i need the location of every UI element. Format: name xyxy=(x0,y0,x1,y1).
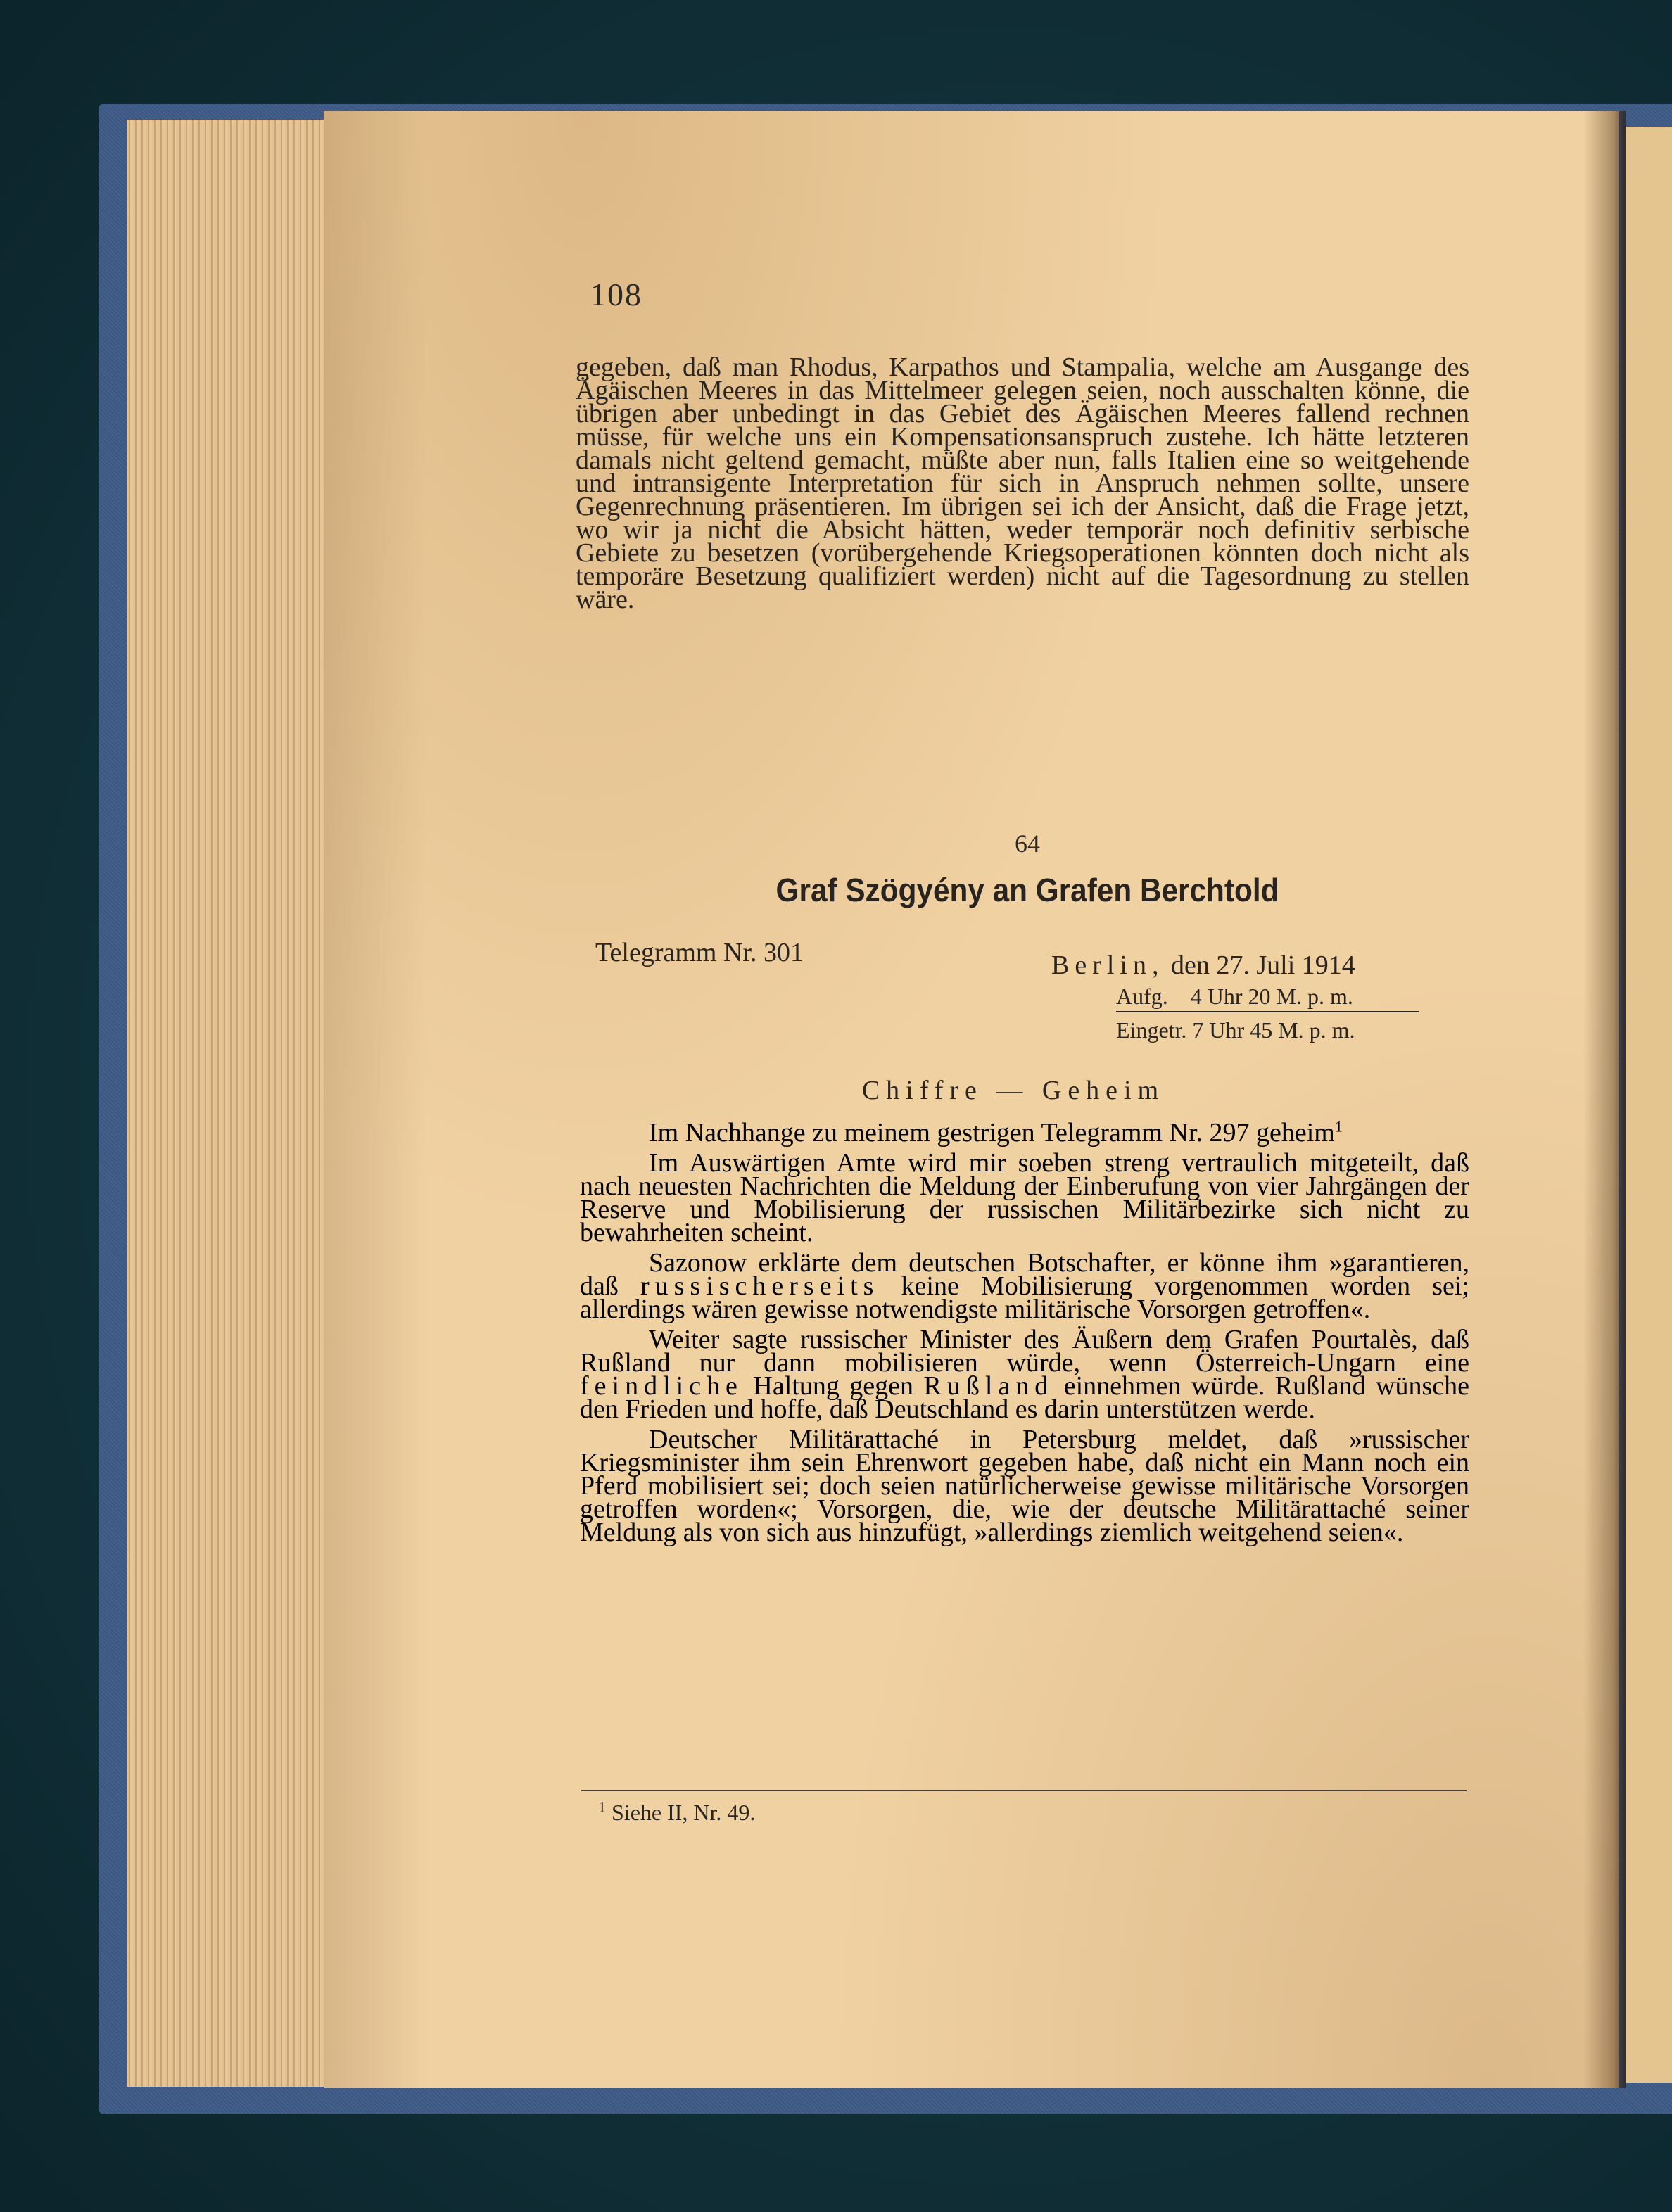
emphasized-word: feindliche xyxy=(580,1371,743,1401)
document-title: Graf Szögyény an Grafen Berchtold xyxy=(775,872,1279,908)
paragraph-text: keine Mobilisierung vorgenommen worden sei; allerdings wären gewisse notwendigste militärische Vorsorgen getroffen«. xyxy=(580,1271,1469,1324)
page-number: 108 xyxy=(590,276,642,312)
paragraph-text: Im Nachhange zu meinem gestrigen Telegramm Nr. 297 geheim xyxy=(649,1118,1335,1148)
cipher-line: Chiffre — Geheim xyxy=(861,1076,1165,1105)
place-date xyxy=(1051,950,1355,981)
body-paragraph-1 xyxy=(580,1117,1469,1148)
eingetr-time: 7 Uhr 45 M. p. m. xyxy=(1192,1017,1355,1043)
footnote-text: Siehe II, Nr. 49. xyxy=(612,1800,756,1825)
receipt-time xyxy=(1116,1017,1355,1043)
footnote-reference: 1 xyxy=(1334,1117,1343,1136)
footnote xyxy=(598,1800,755,1826)
footnote-divider xyxy=(581,1790,1467,1791)
continued-paragraph: gegeben, daß man Rhodus, Karpathos und Stampalia, welche am Ausgange des Ägäischen Meeres in das Mittelmeer gelegen seien, noch ausschalten könne, die übrigen aber unbedingt in das Gebiet des Ägäischen Meeres fallend rechnen müsse, für welche uns ein Kompensationsanspruch zustehe. Ich hätte letzteren damals nicht geltend gemacht, müßte aber nun, falls Italien eine so weitgehende und intransigente Interpretation für sich in Anspruch nehmen sollte, unsere Gegenrechnung präsentieren. Im übrigen sei ich der Ansicht, daß die Frage jetzt, wo wir ja nicht die Absicht hätten, weder temporär noch definitiv serbische Gebiete zu besetzen (vorübergehende Kriegsoperationen könnten doch nicht als temporäre Besetzung qualifiziert werden) nicht auf die Tagesordnung zu stellen wäre. xyxy=(576,352,1469,614)
body-paragraph-2: Im Auswärtigen Amte wird mir soeben streng vertraulich mitgeteilt, daß nach neuesten Nachrichten die Meldung der Einberufung von vier Jahrgängen der Reserve und Mobilisierung der russischen Militärbezirke sich nicht zu bewahrheiten scheint. xyxy=(580,1148,1469,1247)
aufg-time: 4 Uhr 20 M. p. m. xyxy=(1190,984,1353,1009)
gutter-shadow xyxy=(1583,111,1626,2088)
continued-paragraph-block xyxy=(576,352,1469,614)
paragraph-text: Weiter sagte russischer Minister des Äußern dem Grafen Pourtalès, daß Rußland nur dann mobilisieren würde, wenn Österreich-Ungarn eine xyxy=(580,1325,1469,1378)
paragraph-text: einnehmen würde. Rußland wünsche den Frieden und hoffe, daß Deutschland es darin unterstützen werde. xyxy=(580,1371,1469,1424)
body-paragraph-4 xyxy=(580,1325,1469,1424)
telegram-label: Telegramm Nr. 301 xyxy=(595,938,804,967)
telegram-body xyxy=(580,1117,1469,1551)
emphasized-word: Rußland xyxy=(923,1371,1054,1401)
date: den 27. Juli 1914 xyxy=(1170,951,1355,980)
paragraph-text: Haltung gegen xyxy=(742,1371,924,1401)
dispatch-time xyxy=(1116,984,1419,1012)
paragraph-text: Sazonow erklärte dem deutschen Botschafter, er könne ihm »garantieren, daß xyxy=(580,1248,1469,1301)
body-paragraph-5: Deutscher Militärattaché in Petersburg meldet, daß »russischer Kriegsminister ihm sein Ehrenwort gegeben habe, daß nicht ein Mann noch ein Pferd mobilisiert sei; doch seien natürlicherweise gewisse militärische Vorsorgen getroffen worden«; Vorsorgen, die, wie der deutsche Militärattaché seiner Meldung als von sich aus hinzufügt, »allerdings ziemlich weitgehend seien«. xyxy=(580,1425,1469,1547)
facing-page-edge xyxy=(1626,127,1672,2083)
page-edges xyxy=(127,120,331,2087)
footnote-mark: 1 xyxy=(598,1798,606,1816)
aufg-label: Aufg. xyxy=(1116,984,1168,1009)
emphasized-word: russischerseits xyxy=(640,1271,880,1301)
body-paragraph-3 xyxy=(580,1248,1469,1324)
eingetr-label: Eingetr. xyxy=(1116,1017,1187,1043)
place: Berlin, xyxy=(1051,951,1165,980)
document-number: 64 xyxy=(1015,830,1040,858)
